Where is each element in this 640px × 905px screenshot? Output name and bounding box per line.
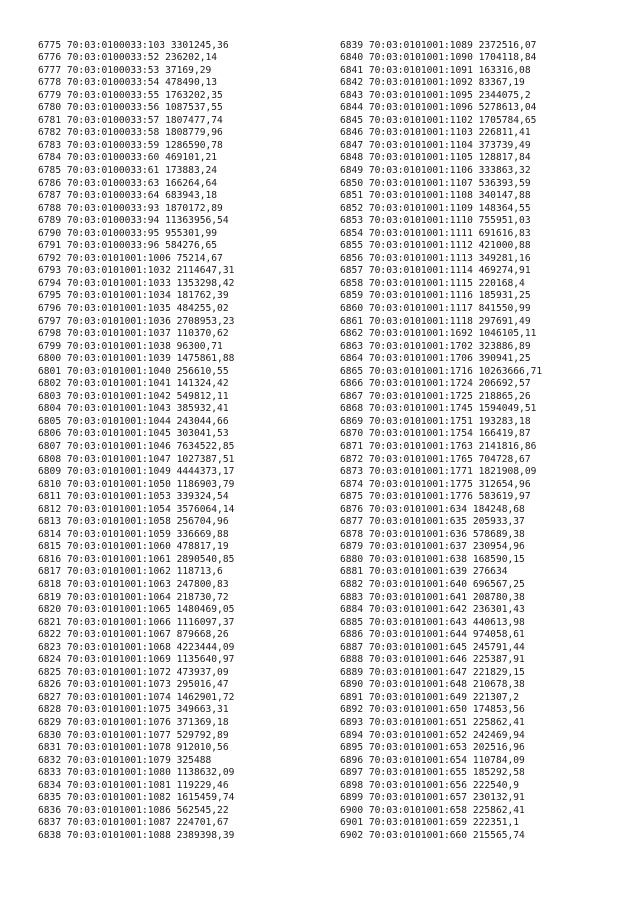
table-row: 6821 70:03:0101001:1066 1116097,37 — [38, 616, 235, 628]
table-row: 6789 70:03:0100033:94 11363956,54 — [38, 215, 229, 227]
table-row: 6889 70:03:0101001:647 221829,15 — [340, 666, 525, 678]
table-row: 6795 70:03:0101001:1034 181762,39 — [38, 290, 229, 302]
table-row: 6831 70:03:0101001:1078 912010,56 — [38, 742, 229, 754]
table-row: 6892 70:03:0101001:650 174853,56 — [340, 704, 525, 716]
table-row: 6871 70:03:0101001:1763 2141816,86 — [340, 441, 537, 452]
table-row: 6810 70:03:0101001:1050 1186903,79 — [38, 478, 235, 490]
table-row: 6783 70:03:0100033:59 1286590,78 — [38, 139, 223, 151]
table-row: 6779 70:03:0100033:55 1763202,35 — [38, 89, 223, 101]
right-column — [340, 40, 542, 843]
table-row: 6835 70:03:0101001:1082 1615459,74 — [38, 792, 235, 804]
table-row: 6815 70:03:0101001:1060 478817,19 — [38, 541, 229, 553]
table-row: 6822 70:03:0101001:1067 879668,26 — [38, 629, 229, 641]
table-row: 6797 70:03:0101001:1036 2708953,23 — [38, 315, 235, 327]
table-row: 6794 70:03:0101001:1033 1353298,42 — [38, 277, 235, 289]
table-row: 6814 70:03:0101001:1059 336669,88 — [38, 528, 229, 540]
table-row: 6890 70:03:0101001:648 210678,38 — [340, 679, 525, 691]
table-row: 6801 70:03:0101001:1040 256610,55 — [38, 365, 229, 377]
table-row: 6792 70:03:0101001:1006 75214,67 — [38, 252, 223, 264]
table-row: 6775 70:03:0100033:103 3301245,36 — [38, 39, 229, 51]
table-row: 6817 70:03:0101001:1062 118713,6 — [38, 566, 223, 578]
table-row: 6852 70:03:0101001:1109 148364,55 — [340, 202, 531, 214]
table-row: 6780 70:03:0100033:56 1087537,55 — [38, 102, 223, 114]
table-row: 6804 70:03:0101001:1043 385932,41 — [38, 403, 229, 415]
table-row: 6827 70:03:0101001:1074 1462901,72 — [38, 691, 235, 703]
table-row: 6777 70:03:0100033:53 37169,29 — [38, 64, 212, 76]
table-row: 6832 70:03:0101001:1079 325488 — [38, 754, 212, 766]
table-row: 6877 70:03:0101001:635 205933,37 — [340, 516, 525, 528]
table-row: 6800 70:03:0101001:1039 1475861,88 — [38, 353, 235, 365]
table-row: 6809 70:03:0101001:1049 4444373,17 — [38, 466, 235, 478]
table-row: 6811 70:03:0101001:1053 339324,54 — [38, 491, 229, 503]
table-row: 6870 70:03:0101001:1754 166419,87 — [340, 428, 531, 440]
table-row: 6893 70:03:0101001:651 225862,41 — [340, 717, 525, 729]
table-row: 6884 70:03:0101001:642 236301,43 — [340, 604, 525, 616]
table-row: 6842 70:03:0101001:1092 83367,19 — [340, 77, 525, 89]
table-row: 6828 70:03:0101001:1075 349663,31 — [38, 704, 229, 716]
table-row: 6848 70:03:0101001:1105 128817,84 — [340, 152, 531, 164]
table-row: 6785 70:03:0100033:61 173883,24 — [38, 164, 218, 176]
table-row: 6863 70:03:0101001:1702 323886,89 — [340, 340, 531, 352]
table-row: 6816 70:03:0101001:1061 2890540,85 — [38, 553, 235, 565]
table-row: 6896 70:03:0101001:654 110784,09 — [340, 754, 525, 766]
table-row: 6853 70:03:0101001:1110 755951,03 — [340, 215, 531, 227]
table-row: 6807 70:03:0101001:1046 7634522,85 — [38, 441, 235, 452]
table-row: 6898 70:03:0101001:656 222540,9 — [340, 779, 520, 791]
table-row: 6839 70:03:0101001:1089 2372516,07 — [340, 39, 537, 51]
table-row: 6826 70:03:0101001:1073 295016,47 — [38, 679, 229, 691]
table-row: 6781 70:03:0100033:57 1807477,74 — [38, 114, 223, 126]
table-row: 6812 70:03:0101001:1054 3576064,14 — [38, 503, 235, 515]
table-row: 6860 70:03:0101001:1117 841550,99 — [340, 302, 531, 314]
table-row: 6840 70:03:0101001:1090 1704118,84 — [340, 52, 537, 64]
table-row: 6824 70:03:0101001:1069 1135640,97 — [38, 654, 235, 666]
table-row: 6829 70:03:0101001:1076 371369,18 — [38, 717, 229, 729]
table-row: 6886 70:03:0101001:644 974058,61 — [340, 629, 525, 641]
table-row: 6849 70:03:0101001:1106 333863,32 — [340, 164, 531, 176]
table-row: 6798 70:03:0101001:1037 110370,62 — [38, 328, 229, 340]
table-row: 6857 70:03:0101001:1114 469274,91 — [340, 265, 531, 277]
table-row: 6847 70:03:0101001:1104 373739,49 — [340, 139, 531, 151]
table-row: 6879 70:03:0101001:637 230954,96 — [340, 541, 525, 553]
table-row: 6841 70:03:0101001:1091 163316,08 — [340, 64, 531, 76]
table-row: 6833 70:03:0101001:1080 1138632,09 — [38, 767, 235, 779]
table-row: 6902 70:03:0101001:660 215565,74 — [340, 829, 525, 841]
table-row: 6891 70:03:0101001:649 221307,2 — [340, 691, 520, 703]
table-row: 6869 70:03:0101001:1751 193283,18 — [340, 415, 531, 427]
table-row: 6843 70:03:0101001:1095 2344075,2 — [340, 89, 531, 101]
table-row: 6802 70:03:0101001:1041 141324,42 — [38, 378, 229, 390]
table-row: 6850 70:03:0101001:1107 536393,59 — [340, 177, 531, 189]
table-row: 6875 70:03:0101001:1776 583619,97 — [340, 491, 531, 503]
table-row: 6776 70:03:0100033:52 236202,14 — [38, 52, 218, 64]
table-row: 6880 70:03:0101001:638 168590,15 — [340, 553, 525, 565]
table-row: 6883 70:03:0101001:641 208780,38 — [340, 591, 525, 603]
table-row: 6818 70:03:0101001:1063 247800,83 — [38, 579, 229, 591]
table-row: 6834 70:03:0101001:1081 119229,46 — [38, 779, 229, 791]
table-row: 6793 70:03:0101001:1032 2114647,31 — [38, 265, 235, 277]
table-row: 6845 70:03:0101001:1102 1705784,65 — [340, 114, 537, 126]
table-row: 6856 70:03:0101001:1113 349281,16 — [340, 252, 531, 264]
table-row: 6836 70:03:0101001:1086 562545,22 — [38, 804, 229, 816]
table-row: 6805 70:03:0101001:1044 243044,66 — [38, 415, 229, 427]
table-row: 6885 70:03:0101001:643 440613,98 — [340, 616, 525, 628]
table-row: 6851 70:03:0101001:1108 340147,88 — [340, 190, 531, 202]
table-row: 6868 70:03:0101001:1745 1594049,51 — [340, 403, 537, 415]
table-row: 6894 70:03:0101001:652 242469,94 — [340, 729, 525, 741]
table-row: 6872 70:03:0101001:1765 704728,67 — [340, 453, 531, 465]
table-row: 6803 70:03:0101001:1042 549812,11 — [38, 390, 229, 402]
table-row: 6796 70:03:0101001:1035 484255,02 — [38, 302, 229, 314]
table-row: 6830 70:03:0101001:1077 529792,89 — [38, 729, 229, 741]
table-row: 6862 70:03:0101001:1692 1046105,11 — [340, 328, 537, 340]
table-row: 6786 70:03:0100033:63 166264,64 — [38, 177, 218, 189]
table-row: 6866 70:03:0101001:1724 206692,57 — [340, 378, 531, 390]
table-row: 6808 70:03:0101001:1047 1027387,51 — [38, 453, 235, 465]
table-row: 6864 70:03:0101001:1706 390941,25 — [340, 353, 531, 365]
left-column — [38, 40, 234, 843]
table-row: 6855 70:03:0101001:1112 421000,88 — [340, 240, 531, 252]
table-row: 6867 70:03:0101001:1725 218865,26 — [340, 390, 531, 402]
table-row: 6799 70:03:0101001:1038 96300,71 — [38, 340, 223, 352]
table-row: 6874 70:03:0101001:1775 312654,96 — [340, 478, 531, 490]
table-row: 6873 70:03:0101001:1771 1821908,09 — [340, 466, 537, 478]
table-row: 6861 70:03:0101001:1118 297691,49 — [340, 315, 531, 327]
table-row: 6854 70:03:0101001:1111 691616,83 — [340, 227, 531, 239]
table-row: 6858 70:03:0101001:1115 220168,4 — [340, 277, 525, 289]
table-row: 6788 70:03:0100033:93 1870172,89 — [38, 202, 223, 214]
table-row: 6838 70:03:0101001:1088 2389398,39 — [38, 829, 235, 841]
table-row: 6876 70:03:0101001:634 184248,68 — [340, 503, 525, 515]
table-row: 6825 70:03:0101001:1072 473937,09 — [38, 666, 229, 678]
table-row: 6823 70:03:0101001:1068 4223444,09 — [38, 641, 235, 653]
table-row: 6846 70:03:0101001:1103 226811,41 — [340, 127, 531, 139]
table-row: 6813 70:03:0101001:1058 256704,96 — [38, 516, 229, 528]
table-row: 6899 70:03:0101001:657 230132,91 — [340, 792, 525, 804]
table-row: 6844 70:03:0101001:1096 5278613,04 — [340, 102, 537, 114]
table-row: 6878 70:03:0101001:636 578689,38 — [340, 528, 525, 540]
table-row: 6782 70:03:0100033:58 1808779,96 — [38, 127, 223, 139]
table-row: 6887 70:03:0101001:645 245791,44 — [340, 641, 525, 653]
table-row: 6806 70:03:0101001:1045 303041,53 — [38, 428, 229, 440]
table-row: 6791 70:03:0100033:96 584276,65 — [38, 240, 218, 252]
table-row: 6790 70:03:0100033:95 955301,99 — [38, 227, 218, 239]
table-row: 6819 70:03:0101001:1064 218730,72 — [38, 591, 229, 603]
table-row: 6881 70:03:0101001:639 276634 — [340, 566, 508, 578]
table-row: 6787 70:03:0100033:64 683943,18 — [38, 190, 218, 202]
table-row: 6778 70:03:0100033:54 478490,13 — [38, 77, 218, 89]
table-row: 6901 70:03:0101001:659 222351,1 — [340, 817, 520, 829]
table-row: 6895 70:03:0101001:653 202516,96 — [340, 742, 525, 754]
table-row: 6888 70:03:0101001:646 225387,91 — [340, 654, 525, 666]
table-row: 6882 70:03:0101001:640 696567,25 — [340, 579, 525, 591]
table-row: 6859 70:03:0101001:1116 185931,25 — [340, 290, 531, 302]
table-row: 6897 70:03:0101001:655 185292,58 — [340, 767, 525, 779]
table-row: 6900 70:03:0101001:658 225862,41 — [340, 804, 525, 816]
table-row: 6837 70:03:0101001:1087 224701,67 — [38, 817, 229, 829]
table-row: 6820 70:03:0101001:1065 1480469,05 — [38, 604, 235, 616]
table-row: 6865 70:03:0101001:1716 10263666,71 — [340, 365, 543, 377]
table-row: 6784 70:03:0100033:60 469101,21 — [38, 152, 218, 164]
